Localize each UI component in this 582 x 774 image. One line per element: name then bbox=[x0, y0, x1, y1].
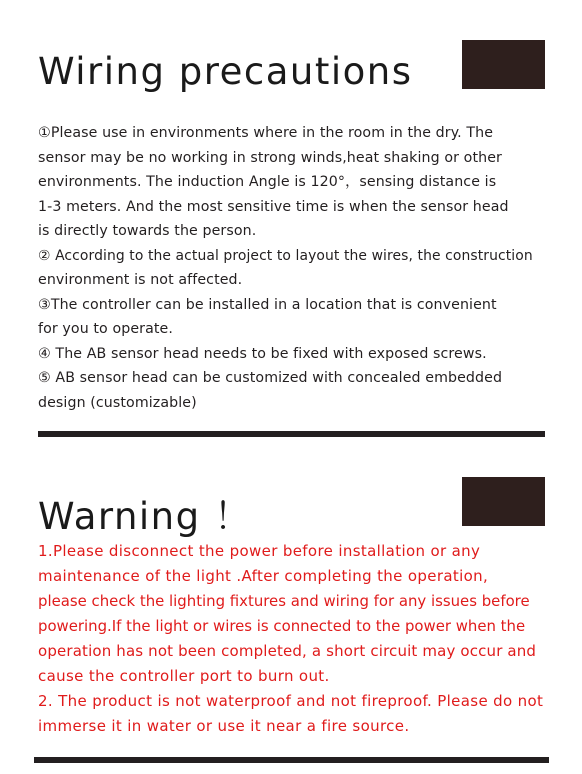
wiring-precautions-title: Wiring precautions bbox=[38, 50, 413, 93]
warning-line: 1.Please disconnect the power before installation or any bbox=[38, 542, 481, 560]
wiring-line: ①Please use in environments where in the room in the dry. The bbox=[38, 125, 494, 141]
warning-line: please check the lighting fixtures and wiring for any issues before bbox=[38, 592, 530, 610]
warning-line: powering.If the light or wires is connected to the power when the bbox=[38, 617, 526, 635]
wiring-precautions-list bbox=[38, 121, 578, 415]
wiring-line: design (customizable) bbox=[38, 394, 197, 411]
warning-title: Warning ！ bbox=[38, 495, 253, 538]
wiring-line: sensor may be no working in strong winds,heat shaking or other bbox=[38, 149, 502, 166]
wiring-line: is directly towards the person. bbox=[38, 223, 257, 239]
wiring-color-block bbox=[462, 40, 545, 89]
wiring-line: environment is not affected. bbox=[38, 272, 243, 288]
wiring-line: environments. The induction Angle is 120°，sensing distance is bbox=[38, 174, 497, 190]
warning-line: operation has not been completed, a short circuit may occur and bbox=[38, 642, 537, 660]
warning-color-block bbox=[462, 477, 545, 526]
warning-line: cause the controller port to burn out. bbox=[38, 667, 330, 685]
wiring-line: 1-3 meters. And the most sensitive time is when the sensor head bbox=[38, 198, 509, 215]
warning-text bbox=[38, 539, 582, 739]
wiring-line: ④ The AB sensor head needs to be fixed with exposed screws. bbox=[38, 345, 487, 362]
section-divider bbox=[38, 431, 545, 437]
warning-line: immerse it in water or use it near a fire source. bbox=[38, 717, 410, 735]
wiring-line: ③The controller can be installed in a location that is convenient bbox=[38, 296, 497, 313]
warning-section bbox=[0, 440, 582, 774]
wiring-line: ⑤ AB sensor head can be customized with concealed embedded bbox=[38, 370, 503, 386]
warning-line: 2. The product is not waterproof and not fireproof. Please do not bbox=[38, 692, 544, 710]
bottom-divider bbox=[34, 757, 549, 763]
wiring-line: for you to operate. bbox=[38, 321, 173, 337]
wiring-line: ② According to the actual project to layout the wires, the construction bbox=[38, 247, 533, 264]
warning-line: maintenance of the light .After completing the operation, bbox=[38, 567, 489, 585]
